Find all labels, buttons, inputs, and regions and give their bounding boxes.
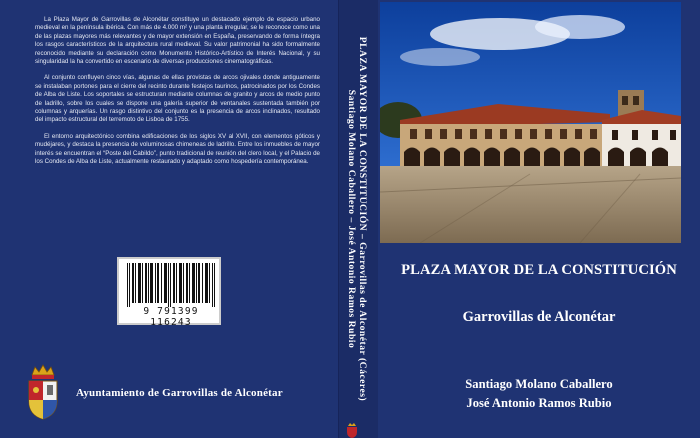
publisher-name: Ayuntamiento de Garrovillas de Alconétar [76, 387, 283, 399]
barcode-icon [125, 263, 217, 307]
plaza-photo [380, 2, 681, 243]
spine-authors: Santiago Molano Caballero – José Antonio Ramos Rubio [346, 89, 357, 349]
isbn-barcode [117, 257, 221, 328]
description-paragraph-2: Al conjunto confluyen cinco vías, algunas de ellas provistas de arcos ojivales donde antiguamente se instalaban portones para el cierre del recinto durante festejos taurinos, patrocinados por los Condes de Alba de Liste. Los soportales se estructuran mediante columnas de granito y arcos de medio punto de ladrillo, sobre los cuales se dispone una galería superior de ventanales sustentada también por columnas y arquerías. Un rasgo distintivo del conjunto es la presencia de arcos inclinados, resultado del impacto estructural del terremoto de Lisboa de 1755. [35, 74, 320, 124]
author-name: Santiago Molano Caballero [465, 377, 613, 391]
book-subtitle: Garrovillas de Alconétar [462, 309, 616, 325]
back-cover-description [35, 16, 320, 175]
spine-title: PLAZA MAYOR DE LA CONSTITUCIÓN – Garrovillas de Alconétar (Cáceres) [357, 36, 368, 402]
description-paragraph-3: El entorno arquitectónico combina edificaciones de los siglos XV al XVII, con elementos góticos y mudéjares, y destaca la presencia de voluminosas chimeneas de ladrillo. Entre los inmuebles de mayor interés se encuentran el “Poste del Cabildo”, punto tradicional de reunión del clero local, y el Palacio de los Condes de Alba de Liste, actualmente restaurado y adaptado como hospedería contemporánea. [35, 132, 320, 166]
book-title: PLAZA MAYOR DE LA CONSTITUCIÓN [401, 262, 677, 278]
coat-of-arms-icon [26, 363, 60, 421]
description-paragraph-1: La Plaza Mayor de Garrovillas de Alconétar constituye un destacado ejemplo de espacio urbano medieval en la península ibérica. Con más de 4.000 m² y una planta irregular, se le reconoce como una de las plazas mayores más relevantes y de mayor extensión en España, preservando de forma íntegra los rasgos característicos de la arquitectura rural medieval. Su valor patrimonial ha sido formalmente reconocido mediante su declaración como Monumento Histórico-Artístico de Interés Nacional, y su singularidad la ha convertido en escenario de diversas producciones cinematográficas. [35, 16, 320, 66]
isbn-number: 9 791399 116243 [143, 306, 199, 328]
author-name: José Antonio Ramos Rubio [466, 396, 612, 410]
spine-text [346, 37, 368, 401]
spine-coat-of-arms-icon [345, 422, 359, 438]
